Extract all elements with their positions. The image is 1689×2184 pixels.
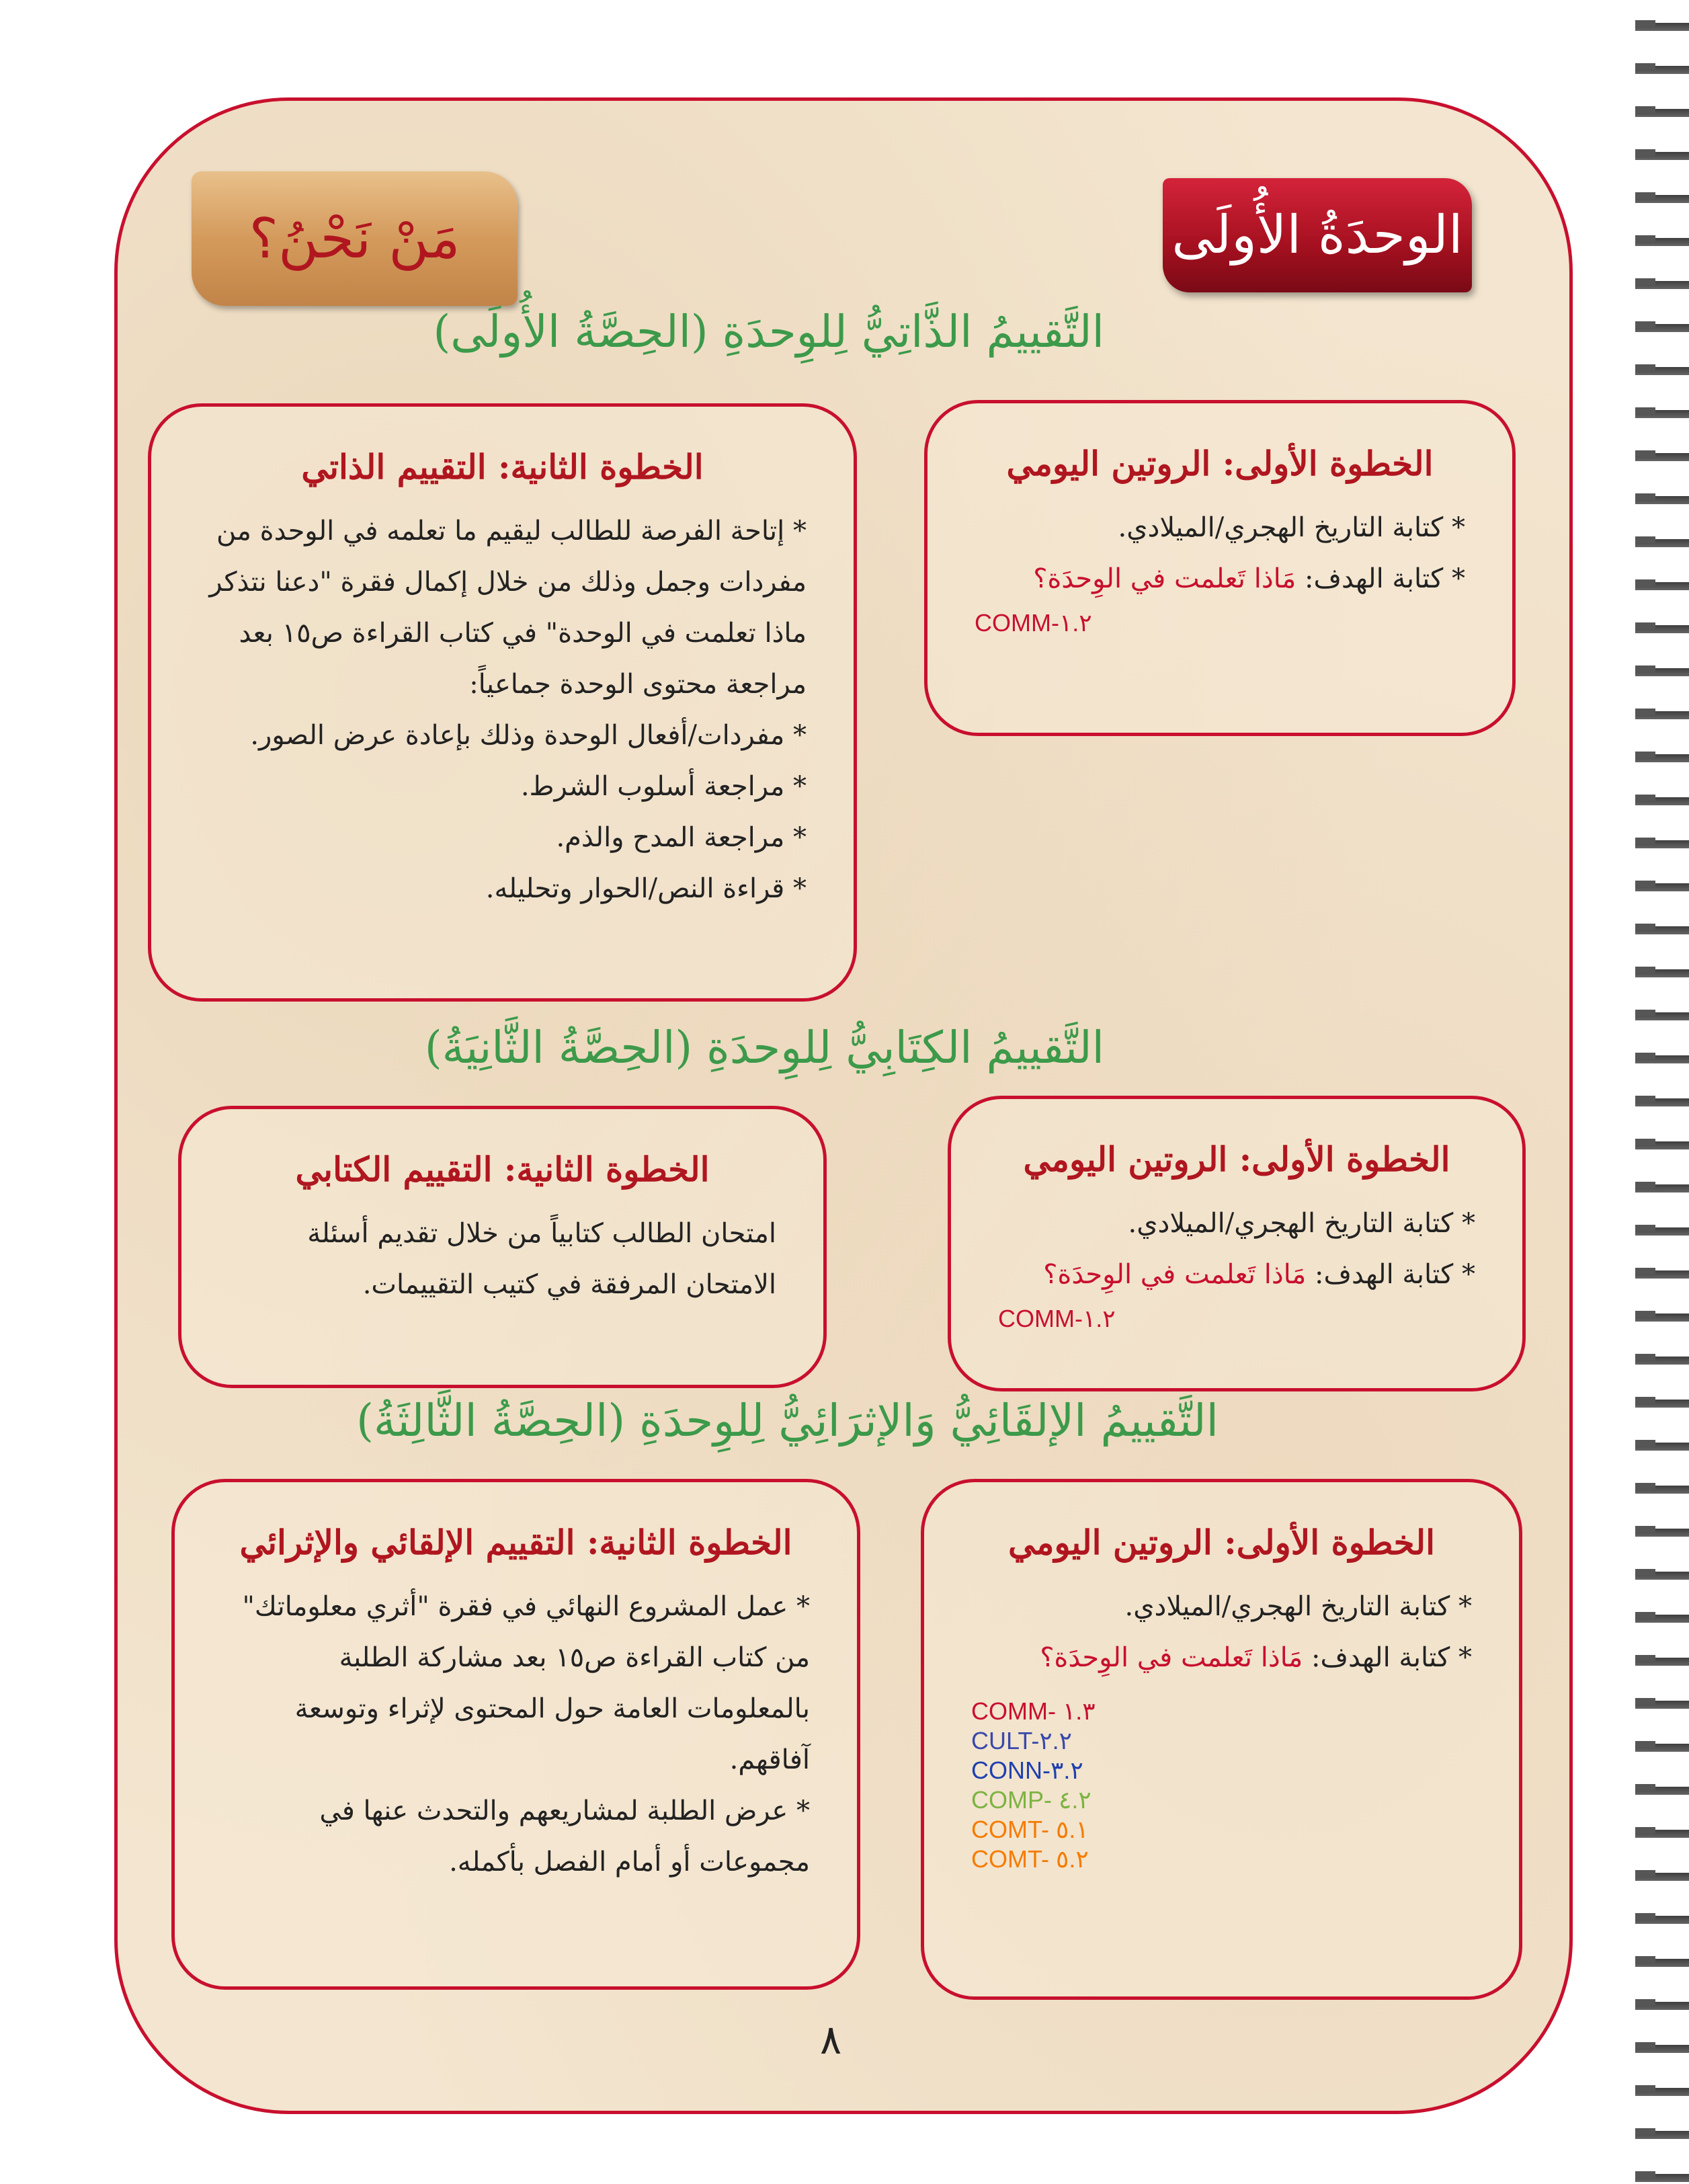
section3-step2-box bbox=[171, 1479, 860, 1990]
goal-label: * كتابة الهدف: bbox=[1306, 1259, 1475, 1290]
step-title: الخطوة الثانية: التقييم الكتابي bbox=[295, 1149, 710, 1189]
standards-code: CULT-٢.٢ bbox=[971, 1727, 1073, 1754]
goal-text: مَاذا تَعلمت في الوِحدَة؟ bbox=[1043, 1259, 1307, 1290]
standards-code: COMT- ٥.١ bbox=[971, 1816, 1089, 1843]
standards-code-list bbox=[971, 1697, 1472, 1874]
step-title: الخطوة الأولى: الروتين اليومي bbox=[1007, 1523, 1435, 1562]
step-line: * كتابة التاريخ الهجري/الميلادي. bbox=[1118, 512, 1465, 543]
page-number: ٨ bbox=[820, 2017, 842, 2064]
section2-step2-box bbox=[178, 1106, 827, 1388]
goal-label: * كتابة الهدف: bbox=[1303, 1642, 1472, 1673]
step-title: الخطوة الأولى: الروتين اليومي bbox=[1023, 1139, 1450, 1179]
section3-step1-box bbox=[921, 1479, 1522, 2000]
section1-step1-box bbox=[924, 400, 1516, 736]
step-line bbox=[998, 1249, 1475, 1300]
section-heading-oral-enrichment: التَّقييمُ الإلقَائِيُّ وَالإثرَائِيُّ لِلوِحدَةِ (الحِصَّةُ الثَّالِثَةُ) bbox=[356, 1395, 1219, 1447]
step-paragraph: امتحان الطالب كتابياً من خلال تقديم أسئلة الامتحان المرفقة في كتيب التقييمات. bbox=[307, 1218, 776, 1300]
unit-title-banner bbox=[1163, 178, 1472, 292]
goal-label: * كتابة الهدف: bbox=[1296, 563, 1465, 594]
step-title: الخطوة الثانية: التقييم الإلقائي والإثرائي bbox=[239, 1523, 792, 1562]
step-title: الخطوة الثانية: التقييم الذاتي bbox=[301, 447, 704, 487]
standards-code: COMM- ١.٣ bbox=[971, 1697, 1096, 1725]
bullet: * قراءة النص/الحوار وتحليله. bbox=[485, 873, 807, 904]
theme-title: مَنْ نَحْنُ؟ bbox=[249, 206, 460, 271]
bullet: * مراجعة المدح والذم. bbox=[556, 822, 807, 853]
goal-text: مَاذا تَعلمت في الوِحدَة؟ bbox=[1033, 563, 1296, 594]
standards-code: CONN-٣.٢ bbox=[971, 1756, 1083, 1784]
standards-code: COMM-١.٢ bbox=[998, 1305, 1116, 1332]
step-title: الخطوة الأولى: الروتين اليومي bbox=[1006, 444, 1434, 483]
standards-code: COMT- ٥.٢ bbox=[971, 1845, 1089, 1873]
step-line: * كتابة التاريخ الهجري/الميلادي. bbox=[1128, 1208, 1475, 1239]
standards-code: COMP- ٤.٢ bbox=[971, 1786, 1091, 1814]
section-heading-written-assessment: التَّقييمُ الكِتَابِيُّ لِلوِحدَةِ (الحِصَّةُ الثَّانِيَةُ) bbox=[424, 1022, 1104, 1074]
unit-title: الوحدَةُ الأُولَى bbox=[1171, 205, 1463, 266]
goal-text: مَاذا تَعلمت في الوِحدَة؟ bbox=[1040, 1642, 1303, 1673]
section2-step1-box bbox=[948, 1096, 1526, 1391]
step-paragraph: * عمل المشروع النهائي في فقرة "أثري معلوماتك" من كتاب القراءة ص١٥ بعد مشاركة الطلبة بالمعلومات العامة حول المحتوى لإثراء وتوسعة آفاقهم. bbox=[242, 1591, 810, 1775]
standards-code: COMM-١.٢ bbox=[975, 609, 1092, 637]
step-line bbox=[971, 1632, 1472, 1683]
spiral-binding bbox=[1635, 0, 1689, 2184]
theme-title-banner bbox=[192, 171, 518, 306]
bullet: * مفردات/أفعال الوحدة وذلك بإعادة عرض الصور. bbox=[250, 720, 807, 751]
bullet: * مراجعة أسلوب الشرط. bbox=[520, 771, 807, 802]
step-line: * كتابة التاريخ الهجري/الميلادي. bbox=[1124, 1591, 1472, 1622]
section-heading-self-assessment: التَّقييمُ الذَّاتِيُّ لِلوِحدَةِ (الحِصَّةُ الأُولَى) bbox=[433, 306, 1104, 358]
step-line bbox=[975, 553, 1465, 604]
section1-step2-box bbox=[148, 403, 857, 1002]
bullet: * عرض الطلبة لمشاريعهم والتحدث عنها في مجموعات أو أمام الفصل بأكمله. bbox=[319, 1795, 810, 1877]
step-paragraph: * إتاحة الفرصة للطالب ليقيم ما تعلمه في الوحدة من مفردات وجمل وذلك من خلال إكمال فقرة "دعنا نتذكر ماذا تعلمت في الوحدة" في كتاب القراءة ص١٥ بعد مراجعة محتوى الوحدة جماعياً: bbox=[209, 516, 807, 700]
